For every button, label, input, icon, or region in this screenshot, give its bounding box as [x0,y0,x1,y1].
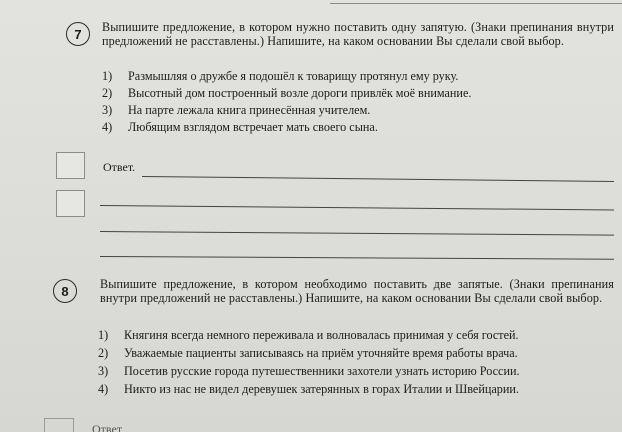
task-7-question: Выпишите предложение, в котором нужно поставить одну запятую. (Знаки препинания внутри предложений не расставлены.) Напишите, на каком основании Вы сделали свой выбор. [102,20,614,48]
task-8-question: Выпишите предложение, в котором необходимо поставить две запятые. (Знаки препинания внутри предложений не расставлены.) Напишите, на каком основании Вы сделали свой выбор. [100,277,614,305]
task-8-option-1: 1) Княгиня всегда немного переживала и волновалась принимая у себя гостей. [98,328,519,342]
task-8-option-4: 4) Никто из нас не видел деревушек затерянных в горах Италии и Швейцарии. [98,382,519,396]
task-7-answer-box-1[interactable] [56,152,85,179]
task-7-answer-box-2[interactable] [56,190,85,217]
task-7-option-4: 4) Любящим взглядом встречает мать своего сына. [102,120,378,134]
task-7-option-2: 2) Высотный дом построенный возле дороги привлёк моё внимание. [102,86,472,100]
task-7-answer-label: Ответ. [103,160,136,174]
task-8-options [98,328,608,400]
task-7-answer-line-3[interactable] [100,231,614,236]
task-8-number: 8 [53,279,77,303]
task-7-answer-line-2[interactable] [100,205,614,210]
task-7-answer-line-1[interactable] [142,176,614,182]
task-7-option-3: 3) На парте лежала книга принесённая учителем. [102,103,371,117]
task-8-answer-box[interactable] [44,418,74,432]
task-8-answer-label: Ответ [92,422,123,432]
task-7-number: 7 [66,22,90,46]
task-8-option-3: 3) Посетив русские города путешественники захотели узнать историю России. [98,364,520,378]
task-7-answer-line-4[interactable] [100,256,614,260]
top-rule [330,3,622,4]
task-7-option-1: 1) Размышляя о дружбе я подошёл к товарищу протянул ему руку. [102,69,459,83]
task-8-option-2: 2) Уважаемые пациенты записываясь на приём уточняйте время работы врача. [98,346,518,360]
task-7-options [102,69,602,137]
